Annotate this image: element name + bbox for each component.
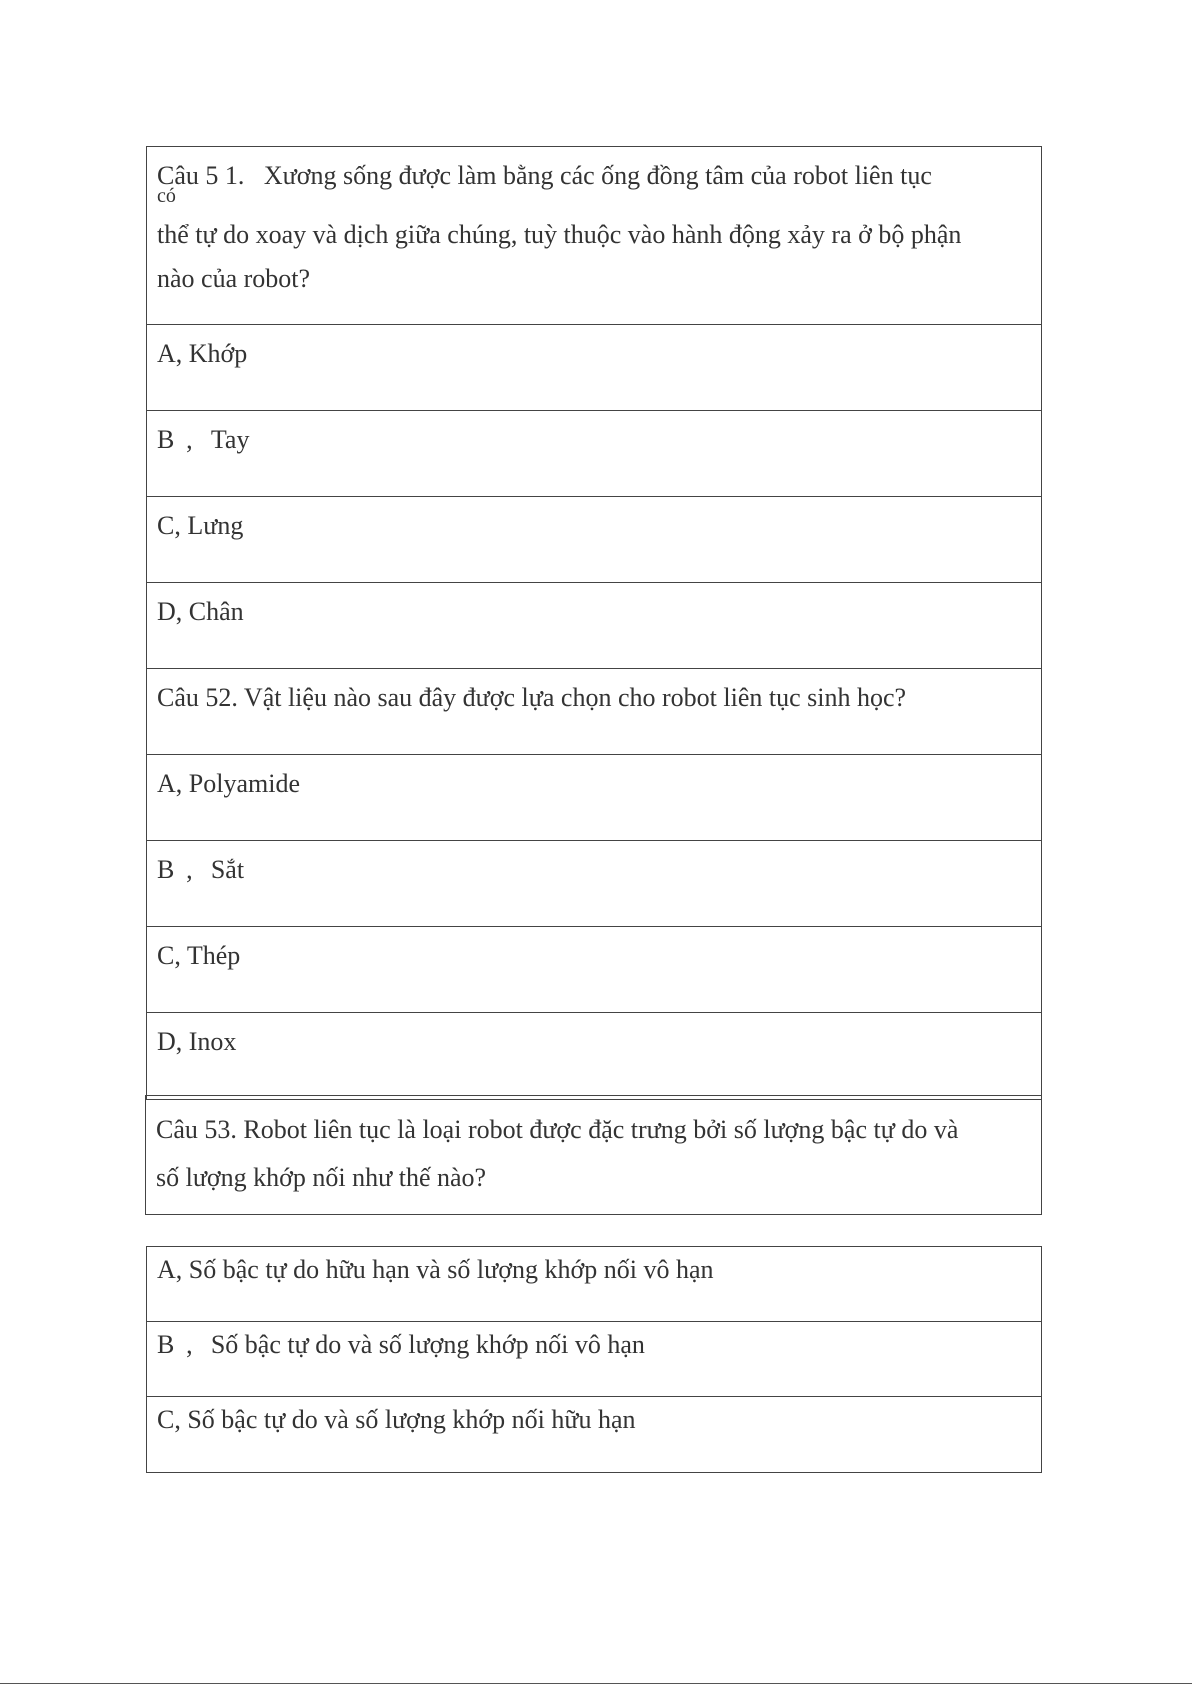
q51-option-a-text: A, Khớp xyxy=(157,339,248,368)
q53-options-table xyxy=(146,1246,1042,1473)
q51-option-b-text: Tay xyxy=(210,425,250,454)
question-51-text-line-1: Xương sống được làm bằng các ống đồng tâm của robot liên tục xyxy=(263,161,932,190)
question-51-text-line-3: nào của robot? xyxy=(157,264,311,293)
question-51-text-line-2: thể tự do xoay và dịch giữa chúng, tuỳ thuộc vào hành động xảy ra ở bộ phận xyxy=(157,220,962,249)
q52-option-b-text: Sắt xyxy=(210,855,245,884)
q51-option-a xyxy=(147,325,1041,411)
question-53-text-line-1: Câu 53. Robot liên tục là loại robot được đặc trưng bởi số lượng bậc tự do và xyxy=(156,1115,959,1144)
q51-option-b-letter: B xyxy=(157,425,175,454)
q53-option-b xyxy=(147,1322,1041,1397)
q53-option-c xyxy=(147,1397,1041,1472)
q52-option-a xyxy=(147,755,1041,841)
q52-option-d xyxy=(147,1013,1041,1099)
page-bottom-rule xyxy=(0,1683,1192,1684)
q53-option-b-sep: , xyxy=(186,1330,193,1359)
question-53-box xyxy=(145,1095,1042,1215)
question-52 xyxy=(147,669,1041,755)
question-52-text: Câu 52. Vật liệu nào sau đây được lựa chọn cho robot liên tục sinh học? xyxy=(157,683,907,712)
q51-option-d-text: D, Chân xyxy=(157,597,244,626)
q51-option-c-text: C, Lưng xyxy=(157,511,244,540)
question-51-line-1 xyxy=(157,161,1031,191)
q53-option-a xyxy=(147,1247,1041,1322)
q52-option-d-text: D, Inox xyxy=(157,1027,237,1056)
q52-option-b-letter: B xyxy=(157,855,175,884)
q52-option-c-text: C, Thép xyxy=(157,941,241,970)
q51-option-d xyxy=(147,583,1041,669)
question-51-wrap: có xyxy=(157,185,176,207)
q51-option-c xyxy=(147,497,1041,583)
question-53-text-line-2: số lượng khớp nối như thế nào? xyxy=(156,1163,487,1192)
question-51-prefix: Câu 5 1. xyxy=(157,161,245,190)
q53-option-c-text: C, Số bậc tự do và số lượng khớp nối hữu hạn xyxy=(157,1405,636,1434)
q51-option-b xyxy=(147,411,1041,497)
q53-option-a-text: A, Số bậc tự do hữu hạn và số lượng khớp nối vô hạn xyxy=(157,1255,714,1284)
q53-option-b-text: Số bậc tự do và số lượng khớp nối vô hạn xyxy=(210,1330,645,1359)
question-51 xyxy=(147,147,1041,325)
question-table-51-52 xyxy=(146,146,1042,1100)
q52-option-a-text: A, Polyamide xyxy=(157,769,300,798)
q51-option-b-sep: , xyxy=(186,425,193,454)
question-53 xyxy=(146,1096,1041,1214)
q52-option-b-sep: , xyxy=(186,855,193,884)
q52-option-c xyxy=(147,927,1041,1013)
q52-option-b xyxy=(147,841,1041,927)
q53-option-b-letter: B xyxy=(157,1330,175,1359)
